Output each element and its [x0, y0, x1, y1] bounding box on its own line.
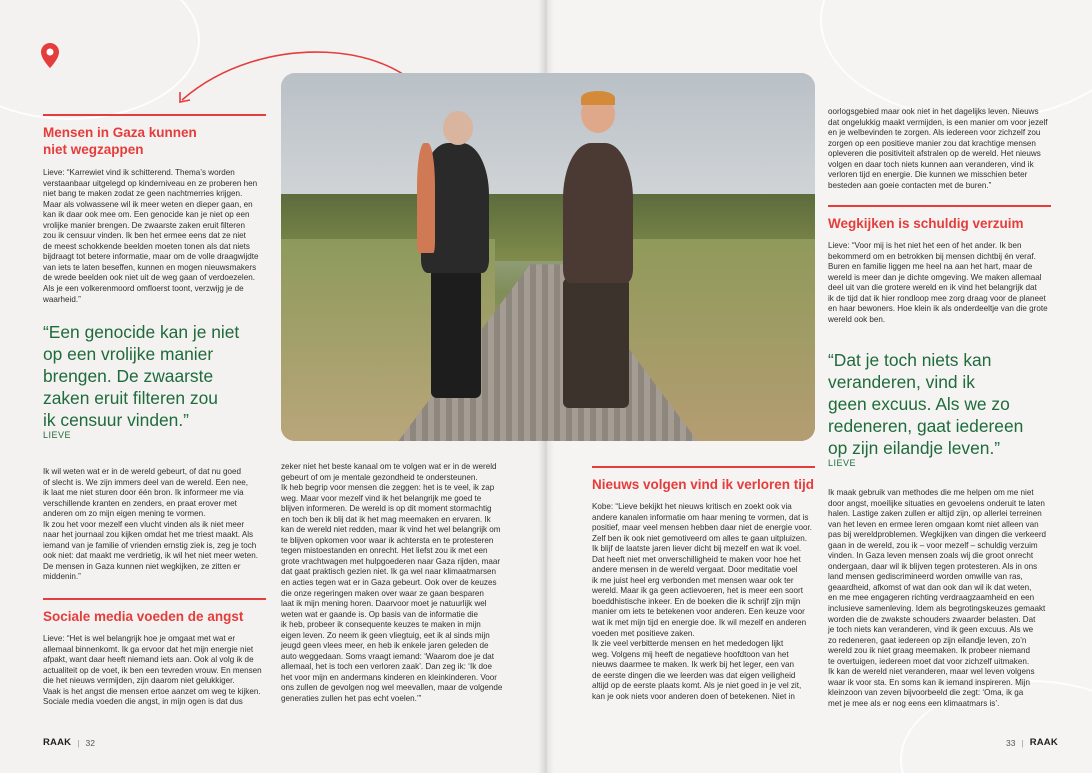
article-body-6: Lieve: “Voor mij is het niet het een of het ander. Ik ben bekommerd om en betrokken bij mensen dichtbij én veraf. Buren en familie liggen me heel na aan het hart, maar de wereld is meer dan je dichte omgeving. We maken allemaal deel uit van die grotere wereld en ik vind het belangrijk dat ik de tijd dat ik hier rondloop mee zorg draag voor de planeet en haar bewoners. Hoe klein ik als onderdeeltje van die grote wereld ook ben. [828, 241, 1048, 324]
section-heading-gaza: Mensen in Gaza kunnen niet wegzappen [43, 125, 197, 157]
section-heading-social-media: Sociale media voeden de angst [43, 609, 244, 624]
pull-quote-right: “Dat je toch niets kan veranderen, vind ik geen excuus. Als we zo redeneren, gaat iedereen op zijn eilandje leven.” [828, 350, 1024, 458]
heading-rule [828, 205, 1051, 207]
quote-attribution-left: LIEVE [43, 430, 72, 440]
article-body-8: Ik maak gebruik van methodes die me helpen om me niet door angst, moeilijke situaties en gevoelens onderuit te laten halen. Lastige zaken zullen er altijd zijn, op allerlei terreinen van het leven en ermee leren omgaan komt niet alleen van pas bij wereldproblemen. Wegkijken van dingen die verkeerd gaan in de wereld, zou ik – voor mezelf – schuldig verzuim vinden. In Gaza leven mensen zoals wij die groot onrecht ondergaan, daar wil ik blijven tegen protesteren. Als in ons land mensen gediscrimineerd worden omwille van ras, geaardheid, afkomst of wat dan ook dan wil ik dat weten, en me mee engageren richting verdraagzaamheid en een inclusieve samenleving. Idem als begrotingskeuzes gemaakt worden die de zwakste schouders zwaarder belasten. Dat je toch niets kan veranderen, vind ik geen excuus. Als we zo redeneren, gaat iedereen op zijn eilandje leven, zo’n wereld zou ik niet graag meemaken. Ik probeer niemand te overtuigen, iedereen moet dat voor zichzelf uitmaken. Ik kan de wereld niet veranderen, maar wel leven volgens waar ik voor sta. En soms kan ik iemand inspireren. Mijn kleinzoon van zeven bijvoorbeeld die zegt: ‘Oma, ik ga met je mee als er nog eens een klimaatmars is’. [828, 488, 1047, 708]
heading-rule [43, 598, 266, 600]
pull-quote-left: “Een genocide kan je niet op een vrolijke manier brengen. De zwaarste zaken eruit filteren zou ik censuur vinden.” [43, 322, 240, 430]
right-footer: 33 | RAAK [1006, 737, 1058, 748]
article-body-2: Ik wil weten wat er in de wereld gebeurt, of dat nu goed of slecht is. We zijn immers deel van de wereld. Een nee, ik laat me niet sturen door één bron. Ik informeer me via verschillende kranten en zenders, en praat erover met anderen om zo mijn eigen mening te vormen. Ik zou het voor mezelf een vlucht vinden als ik niet meer naar het journaal zou kijken omdat het me triest maakt. Als iemand van je familie of vrienden ernstig ziek is, zeg je toch ook niet: dat maakt me verdrietig, ik wil het niet meer weten. De mensen in Gaza kunnen niet wegkijken, ze zitten er middenin.” [43, 467, 259, 582]
quote-attribution-right: LIEVE [828, 458, 857, 468]
woman-figure [431, 268, 481, 398]
article-body-5: oorlogsgebied maar ook niet in het dagelijks leven. Nieuws dat ongelukkig maakt vermijden, is een manier om voor jezelf en je welbevinden te zorgen. Als iedereen voor zichzelf zou zorgen op een positieve manier zou dat krachtige mensen opleveren die positiviteit afstralen op de wereld. Het nieuws volgen en daar toch niets kunnen aan veranderen, vind ik verloren tijd en energie. Die kunnen we misschien beter besteden aan goeie contacten met de buren.” [828, 107, 1048, 190]
article-body-7: Kobe: “Lieve bekijkt het nieuws kritisch en zoekt ook via andere kanalen informatie om haar mening te vormen, dat is positief, maar veel mensen hebben daar niet de energie voor. Zelf ben ik ook niet gemotiveerd om alles te gaan uitpluizen. Ik blijf de laatste jaren liever dicht bij mezelf en wat ik voel. Dat heeft niet met onverschilligheid te maken voor hoe het andere mensen in de wereld vergaat. Door meditatie voel ik me juist heel erg verbonden met mensen waar ook ter wereld. Maar ik ga geen actievoeren, het is meer een soort boeddhistische inkeer. En de boeken die ik schrijf zijn mijn manier om iets te betekenen voor anderen. Een keuze voor wat ik met mijn tijd en energie doe. Ik wil mezelf en anderen voeden met positieve zaken. Ik zie veel verbitterde mensen en het mededogen lijkt weg. Volgens mij heeft de negatieve hoofdtoon van het nieuws daarmee te maken. Ik werk bij het leger, een van de eerste dingen die we leerden was dat eigen veiligheid altijd op de eerste plaats komt. Als je niet goed in je vel zit, kan je ook niets voor anderen doen of betekenen. Niet in [592, 502, 813, 701]
raak-logo: RAAK [1029, 737, 1058, 748]
raak-logo: RAAK [43, 737, 72, 748]
cover-photo [281, 73, 815, 441]
heading-rule [592, 466, 815, 468]
page-number: 33 [1006, 737, 1016, 748]
article-body-1: Lieve: “Karrewiet vind ik schitterend. Thema’s worden verstaanbaar uitgelegd op kinderniveau en ze proberen hen niet bang te maken zodat ze geen nachtmerries krijgen. Maar als volwassene wil ik meer weten en dieper gaan, en kan ik daar ook mee om. Een genocide kan je niet op een vrolijke manier brengen. De zwaarste zaken eruit filteren zou ik censuur vinden. Ik ben het ermee eens dat ze niet de meest schokkende beelden moeten tonen als dat niets bijdraagt tot betere informatie, maar om de volle draagwijdte van iets te laten beseffen, kunnen en mogen nieuwsmakers de wrede beelden ook niet uit de weg gaan of verdoezelen. Als je een volkerenmoord omfloerst toont, verzwijg je de waarheid.” [43, 168, 259, 304]
page-number: 32 [85, 737, 95, 748]
left-footer: RAAK | 32 [43, 737, 95, 748]
location-pin-icon [40, 42, 60, 70]
man-figure [563, 278, 629, 408]
heading-rule [43, 114, 266, 116]
section-heading-nieuws: Nieuws volgen vind ik verloren tijd [592, 477, 815, 492]
article-body-4: zeker niet het beste kanaal om te volgen wat er in de wereld gebeurt of om je mentale gezondheid te ondersteunen. Ik heb begrip voor mensen die zeggen: het is te veel, ik zap weg. Maar voor mezelf vind ik het belangrijk me goed te blijven informeren. De wereld is op dit moment stormachtig en toch ben ik blij dat ik het mag meemaken en ervaren. Ik kan de wereld niet redden, maar ik vind het wel belangrijk om te blijven opkomen voor waar ik achtersta en te protesteren tegen mistoestanden en onrecht. Het liefst zou ik met een grote vrachtwagen met hulpgoederen naar Gaza rijden, maar dat gaat praktisch gezien niet. Ik ga wel naar klimaatmarsen en acties tegen wat er in Gaza gebeurt. Ook over de keuzes die onze regeringen maken over waar ze gaan besparen laat ik mijn mening horen. Daarvoor moet je natuurlijk wel weten wat er gaande is. Op basis van de informatie die ik heb, probeer ik consequente keuzes te maken in mijn eigen leven. Zo neem ik geen vliegtuig, eet ik al sinds mijn jeugd geen vlees meer, en heb ik enkele jaren geleden de auto weggedaan. Soms vraagt iemand: ‘Waarom doe je dat allemaal, het is toch een verloren zaak’. Dan zeg ik: ‘Ik doe het voor mijn en andermans kinderen en kleinkinderen. Voor ons zullen de gevolgen nog wel meevallen, maar de volgende generaties zullen het pas echt voelen.’” [281, 462, 503, 704]
section-heading-wegkijken: Wegkijken is schuldig verzuim [828, 216, 1024, 231]
article-body-3: Lieve: “Het is wel belangrijk hoe je omgaat met wat er allemaal binnenkomt. Ik ga ervoor dat het mijn energie niet afpakt, want daar heeft niemand iets aan. Ook al volg ik de actualiteit op de voet, ik ben een tevreden vrouw. En mensen die het nieuws vermijden, zijn daarom niet gelukkiger. Vaak is het angst die mensen ertoe aanzet om weg te kijken. Sociale media voeden die angst, in mijn ogen is dat dus [43, 634, 262, 707]
